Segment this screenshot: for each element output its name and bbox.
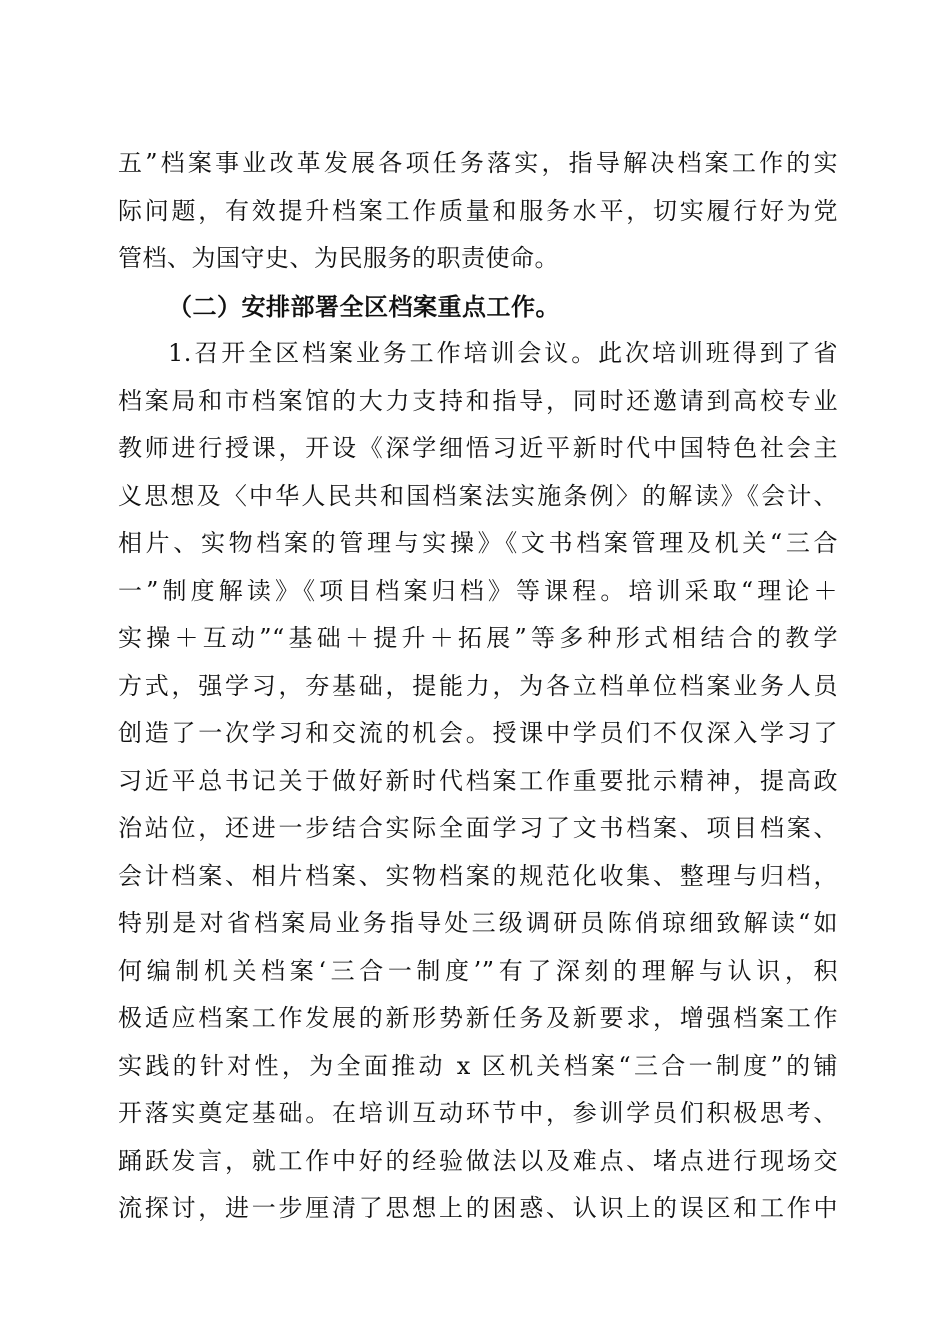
text-line: 管档、为国守史、为民服务的职责使命。 xyxy=(118,244,559,272)
text-line: 极适应档案工作发展的新形势新任务及新要求，增强档案工作 xyxy=(118,1004,838,1032)
text-line: 教师进行授课，开设《深学细悟习近平新时代中国特色社会主 xyxy=(118,434,838,462)
text-line: 开落实奠定基础。在培训互动环节中，参训学员们积极思考、 xyxy=(118,1099,838,1127)
text-line: 习近平总书记关于做好新时代档案工作重要批示精神，提高政 xyxy=(118,766,838,795)
text-line: 际问题，有效提升档案工作质量和服务水平，切实履行好为党 xyxy=(118,196,838,225)
text-line: 何编制机关档案‘三合一制度’”有了深刻的理解与认识，积 xyxy=(118,956,838,985)
text-line: 创造了一次学习和交流的机会。授课中学员们不仅深入学习了 xyxy=(118,719,838,747)
text-line: 五”档案事业改革发展各项任务落实，指导解决档案工作的实 xyxy=(118,149,838,177)
text-line: 档案局和市档案馆的大力支持和指导，同时还邀请到高校专业 xyxy=(118,386,838,415)
body-text xyxy=(118,140,838,1233)
text-line: 特别是对省档案局业务指导处三级调研员陈俏琼细致解读“如 xyxy=(118,909,838,937)
text-line: 实践的针对性，为全面推动 x 区机关档案“三合一制度”的铺 xyxy=(118,1051,838,1080)
text-line: 1.召开全区档案业务工作培训会议。此次培训班得到了省 xyxy=(168,339,838,367)
text-line: 义思想及〈中华人民共和国档案法实施条例〉的解读》《会计、 xyxy=(118,481,838,510)
text-line: 相片、实物档案的管理与实操》《文书档案管理及机关“三合 xyxy=(118,529,838,557)
section-heading: （二）安排部署全区档案重点工作。 xyxy=(168,291,560,321)
text-line: 踊跃发言，就工作中好的经验做法以及难点、堵点进行现场交 xyxy=(118,1146,838,1175)
text-line: 会计档案、相片档案、实物档案的规范化收集、整理与归档， xyxy=(118,861,838,890)
text-line: 流探讨，进一步厘清了思想上的困惑、认识上的误区和工作中 xyxy=(118,1194,838,1222)
text-line: 实操＋互动”“基础＋提升＋拓展”等多种形式相结合的教学 xyxy=(118,624,838,652)
text-line: 一”制度解读》《项目档案归档》等课程。培训采取“理论＋ xyxy=(118,576,838,605)
text-line: 治站位，还进一步结合实际全面学习了文书档案、项目档案、 xyxy=(118,814,838,842)
text-line: 方式，强学习，夯基础，提能力，为各立档单位档案业务人员 xyxy=(118,671,838,700)
